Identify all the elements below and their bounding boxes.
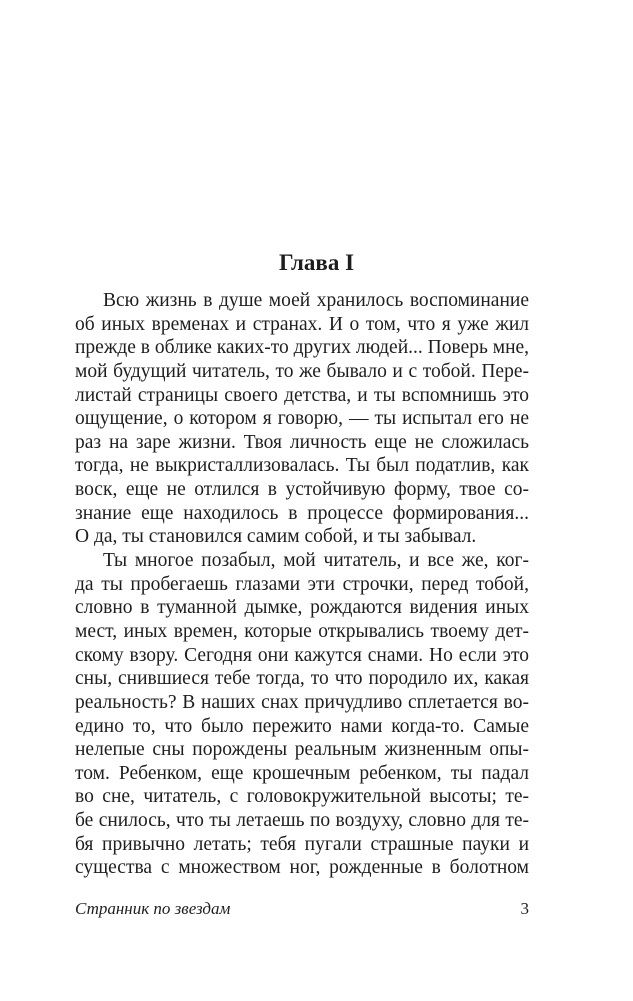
text-line: едино то, что было пережито нами когда-то. Самые [75,715,529,737]
text-line: листай страницы своего детства, и ты вспомнишь это [75,384,529,406]
text-line: мой будущий читатель, то же бывало и с тобой. Пере- [75,360,529,382]
text-line: том. Ребенком, еще крошечным ребенком, ты падал [75,762,529,784]
text-line: раз на заре жизни. Твоя личность еще не сложилась [75,431,529,453]
text-line: реальность? В наших снах причудливо сплетается во- [75,691,529,713]
text-line: воск, еще не отлился в устойчивую форму, твое со- [75,479,529,501]
text-line: знание еще находилось в процессе формирования... [75,502,529,524]
text-line: существа с множеством ног, рожденные в болотном [75,857,529,879]
text-line: бя привычно летать; тебя пугали страшные пауки и [75,833,529,855]
page-number: 3 [520,899,529,918]
text-line: ощущение, о котором я говорю, — ты испытал его не [75,408,529,430]
text-line: да ты пробегаешь глазами эти строчки, перед тобой, [75,573,529,595]
footer-book-title: Странник по звездам [75,899,231,918]
text-line: об иных временах и странах. И о том, что я уже жил [75,313,529,335]
text-line: прежде в облике каких-то других людей... Поверь мне, [75,337,530,359]
text-line: скому взору. Сегодня они кажутся снами. Но если это [75,644,529,666]
page-footer [75,896,529,922]
text-line: нелепые сны порождены реальным жизненным опы- [75,739,529,761]
text-line: тогда, не выкристаллизовалась. Ты был податлив, как [75,455,529,477]
text-line: Всю жизнь в душе моей хранилось воспоминание [103,290,529,311]
text-line: словно в туманной дымке, рождаются видения иных [75,597,529,619]
chapter-text [75,289,529,880]
text-line: сны, снившиеся тебе тогда, то что породило их, какая [75,668,529,690]
chapter-title: Глава I [278,250,355,275]
text-line: во сне, читатель, с головокружительной высоты; те- [75,786,529,808]
text-line: мест, иных времен, которые открывались твоему дет- [75,620,529,642]
text-line: Ты многое позабыл, мой читатель, и все же, ког- [103,550,529,572]
text-line: О да, ты становился самим собой, и ты забывал. [75,526,477,548]
text-line: бе снилось, что ты летаешь по воздуху, словно для те- [75,810,529,832]
